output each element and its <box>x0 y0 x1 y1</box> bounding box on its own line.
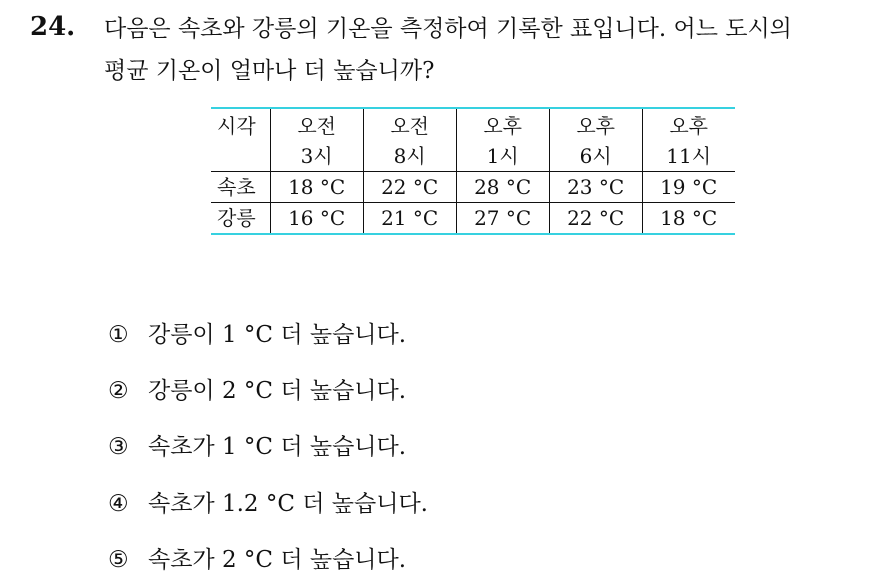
option-marker: ⑤ <box>108 547 129 573</box>
time-period-cell: 오후 <box>642 108 735 141</box>
table-row-sokcho <box>211 172 735 203</box>
question-text-line-1: 다음은 속초와 강릉의 기온을 측정하여 기록한 표입니다. 어느 도시의 <box>104 16 792 42</box>
option-text: 속초가 1.2 °C 더 높습니다. <box>148 491 428 517</box>
temperature-cell: 22 °C <box>549 203 642 235</box>
option-text: 속초가 2 °C 더 높습니다. <box>148 547 407 573</box>
temperature-cell: 18 °C <box>270 172 363 203</box>
temperature-cell: 27 °C <box>456 203 549 235</box>
option-marker: ① <box>108 322 129 348</box>
option-marker: ② <box>108 378 129 404</box>
table-row-gangneung <box>211 203 735 235</box>
temperature-cell: 16 °C <box>270 203 363 235</box>
time-period-cell: 오전 <box>363 108 456 141</box>
city-cell: 강릉 <box>211 203 270 235</box>
time-hour-cell: 6시 <box>549 141 642 172</box>
time-hour-cell: 11시 <box>642 141 735 172</box>
answer-option-2[interactable] <box>108 376 406 406</box>
answer-option-4[interactable] <box>108 489 428 519</box>
time-period-cell: 오전 <box>270 108 363 141</box>
time-hour-cell: 1시 <box>456 141 549 172</box>
option-text: 속초가 1 °C 더 높습니다. <box>148 434 407 460</box>
time-period-cell: 오후 <box>549 108 642 141</box>
answer-option-1[interactable] <box>108 320 406 350</box>
temperature-cell: 23 °C <box>549 172 642 203</box>
city-cell: 속초 <box>211 172 270 203</box>
temperature-cell: 21 °C <box>363 203 456 235</box>
answer-option-5[interactable] <box>108 545 406 575</box>
temperature-cell: 19 °C <box>642 172 735 203</box>
option-text: 강릉이 2 °C 더 높습니다. <box>148 378 407 404</box>
header-label: 시각 <box>217 114 256 138</box>
option-marker: ④ <box>108 491 129 517</box>
option-marker: ③ <box>108 434 129 460</box>
table-header-row-top <box>211 108 735 141</box>
time-hour-cell: 3시 <box>270 141 363 172</box>
option-text: 강릉이 1 °C 더 높습니다. <box>148 322 407 348</box>
table-header-row-bottom <box>211 141 735 172</box>
time-hour-cell: 8시 <box>363 141 456 172</box>
question-number: 24. <box>30 12 76 42</box>
temperature-cell: 28 °C <box>456 172 549 203</box>
answer-option-3[interactable] <box>108 432 406 462</box>
question-text-line-2: 평균 기온이 얼마나 더 높습니까? <box>104 58 435 84</box>
temperature-cell: 22 °C <box>363 172 456 203</box>
temperature-table <box>211 107 735 235</box>
temperature-cell: 18 °C <box>642 203 735 235</box>
time-period-cell: 오후 <box>456 108 549 141</box>
header-blank-cell <box>211 141 270 172</box>
